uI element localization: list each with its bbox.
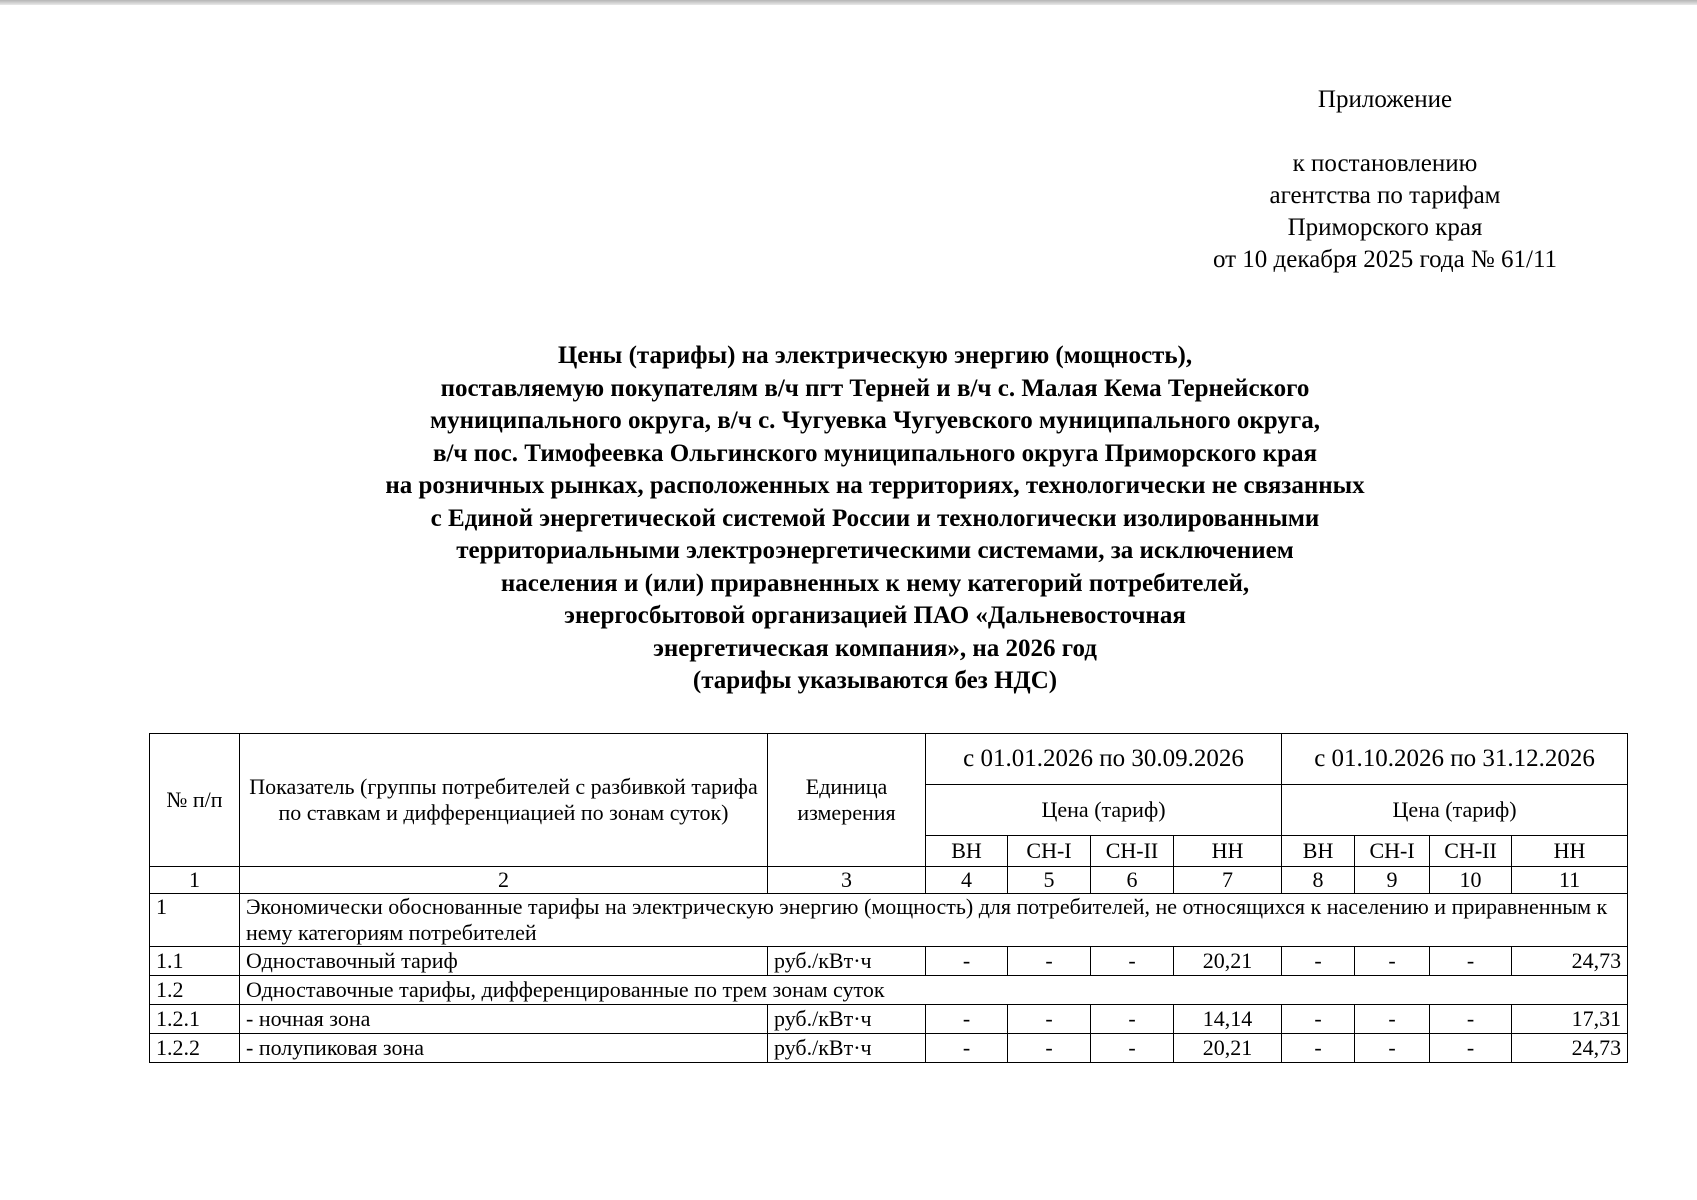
price-cell: 14,14 bbox=[1174, 1005, 1282, 1034]
price-cell: 20,21 bbox=[1174, 1034, 1282, 1063]
title-line: энергосбытовой организацией ПАО «Дальневосточная bbox=[564, 602, 1186, 629]
table-row bbox=[150, 1005, 1628, 1034]
title-line: населения и (или) приравненных к нему категорий потребителей, bbox=[500, 569, 1250, 597]
column-number: 8 bbox=[1282, 867, 1355, 894]
section-text: Экономически обоснованные тарифы на электрическую энергию (мощность) для потребителей, не относящихся к населению и приравненным к нему категориям потребителей bbox=[240, 894, 1628, 947]
header-level: НН bbox=[1174, 836, 1282, 867]
appendix-line: агентства по тарифам bbox=[1269, 182, 1501, 209]
header-period-1: с 01.01.2026 по 30.09.2026 bbox=[926, 734, 1282, 785]
price-cell: - bbox=[1282, 1005, 1355, 1034]
header-period-2: с 01.10.2026 по 31.12.2026 bbox=[1282, 734, 1628, 785]
price-cell: 17,31 bbox=[1512, 1005, 1628, 1034]
appendix-label: Приложение bbox=[1317, 86, 1453, 113]
header-level: ВН bbox=[1282, 836, 1355, 867]
section-number: 1 bbox=[150, 894, 240, 947]
document-title bbox=[150, 340, 1600, 698]
header-level: СН-II bbox=[1091, 836, 1174, 867]
header-level: НН bbox=[1512, 836, 1628, 867]
header-level: СН-II bbox=[1430, 836, 1512, 867]
scan-edge bbox=[0, 0, 1697, 5]
appendix-line: Приморского края bbox=[1287, 214, 1483, 241]
price-cell: - bbox=[1008, 947, 1091, 976]
appendix-label-block bbox=[1195, 84, 1575, 116]
title-line: (тарифы указываются без НДС) bbox=[692, 667, 1058, 694]
column-number: 4 bbox=[926, 867, 1008, 894]
row-name: Одноставочный тариф bbox=[240, 947, 768, 976]
row-number: 1.2.2 bbox=[150, 1034, 240, 1063]
column-number: 11 bbox=[1512, 867, 1628, 894]
title-line: Цены (тарифы) на электрическую энергию (мощность), bbox=[557, 342, 1193, 369]
appendix-line: к постановлению bbox=[1292, 150, 1478, 177]
header-unit: Единица измерения bbox=[768, 734, 926, 867]
header-number: № п/п bbox=[150, 734, 240, 867]
row-name: - полупиковая зона bbox=[240, 1034, 768, 1063]
header-row-periods bbox=[150, 734, 1628, 785]
header-level: СН-I bbox=[1355, 836, 1430, 867]
price-cell: 20,21 bbox=[1174, 947, 1282, 976]
price-cell: 24,73 bbox=[1512, 947, 1628, 976]
price-cell: - bbox=[1008, 1005, 1091, 1034]
row-number: 1.1 bbox=[150, 947, 240, 976]
column-number: 1 bbox=[150, 867, 240, 894]
price-cell: - bbox=[926, 947, 1008, 976]
title-line: в/ч пос. Тимофеевка Ольгинского муниципального округа Приморского края bbox=[432, 439, 1318, 467]
title-line: муниципального округа, в/ч с. Чугуевка Чугуевского муниципального округа, bbox=[430, 407, 1320, 434]
table-row bbox=[150, 1034, 1628, 1063]
column-number: 5 bbox=[1008, 867, 1091, 894]
title-line: территориальными электроэнергетическими системами, за исключением bbox=[456, 537, 1294, 564]
header-price-2: Цена (тариф) bbox=[1282, 785, 1628, 836]
row-number: 1.2.1 bbox=[150, 1005, 240, 1034]
price-cell: - bbox=[1008, 1034, 1091, 1063]
table-row bbox=[150, 976, 1628, 1005]
price-cell: - bbox=[1282, 947, 1355, 976]
price-cell: - bbox=[926, 1005, 1008, 1034]
price-cell: - bbox=[1355, 947, 1430, 976]
header-price-1: Цена (тариф) bbox=[926, 785, 1282, 836]
price-cell: - bbox=[926, 1034, 1008, 1063]
price-cell: - bbox=[1091, 1034, 1174, 1063]
row-unit: руб./кВт·ч bbox=[768, 1034, 926, 1063]
price-cell: - bbox=[1091, 947, 1174, 976]
price-cell: - bbox=[1355, 1034, 1430, 1063]
header-level: СН-I bbox=[1008, 836, 1091, 867]
price-cell: - bbox=[1430, 1005, 1512, 1034]
column-number-row bbox=[150, 867, 1628, 894]
tariff-table bbox=[149, 733, 1628, 1063]
row-name: - ночная зона bbox=[240, 1005, 768, 1034]
appendix-reference bbox=[1195, 148, 1575, 276]
column-number: 3 bbox=[768, 867, 926, 894]
table-row bbox=[150, 947, 1628, 976]
price-cell: - bbox=[1355, 1005, 1430, 1034]
price-cell: - bbox=[1430, 947, 1512, 976]
price-cell: - bbox=[1430, 1034, 1512, 1063]
column-number: 9 bbox=[1355, 867, 1430, 894]
header-level: ВН bbox=[926, 836, 1008, 867]
price-cell: 24,73 bbox=[1512, 1034, 1628, 1063]
price-cell: - bbox=[1091, 1005, 1174, 1034]
row-number: 1.2 bbox=[150, 976, 240, 1005]
column-number: 7 bbox=[1174, 867, 1282, 894]
row-unit: руб./кВт·ч bbox=[768, 1005, 926, 1034]
row-name: Одноставочные тарифы, дифференцированные по трем зонам суток bbox=[240, 976, 1628, 1005]
price-cell: - bbox=[1282, 1034, 1355, 1063]
title-line: энергетическая компания», на 2026 год bbox=[653, 634, 1097, 662]
appendix-line: от 10 декабря 2025 года № 61/11 bbox=[1212, 246, 1558, 273]
section-row bbox=[150, 894, 1628, 947]
title-line: с Единой энергетической системой России и технологически изолированными bbox=[430, 504, 1320, 532]
header-indicator: Показатель (группы потребителей с разбивкой тарифа по ставкам и дифференциацией по зонам суток) bbox=[240, 734, 768, 867]
column-number: 6 bbox=[1091, 867, 1174, 894]
column-number: 10 bbox=[1430, 867, 1512, 894]
title-line: на розничных рынках, расположенных на территориях, технологически не связанных bbox=[385, 472, 1365, 499]
title-line: поставляемую покупателям в/ч пгт Терней и в/ч с. Малая Кема Тернейского bbox=[440, 374, 1310, 402]
row-unit: руб./кВт·ч bbox=[768, 947, 926, 976]
column-number: 2 bbox=[240, 867, 768, 894]
